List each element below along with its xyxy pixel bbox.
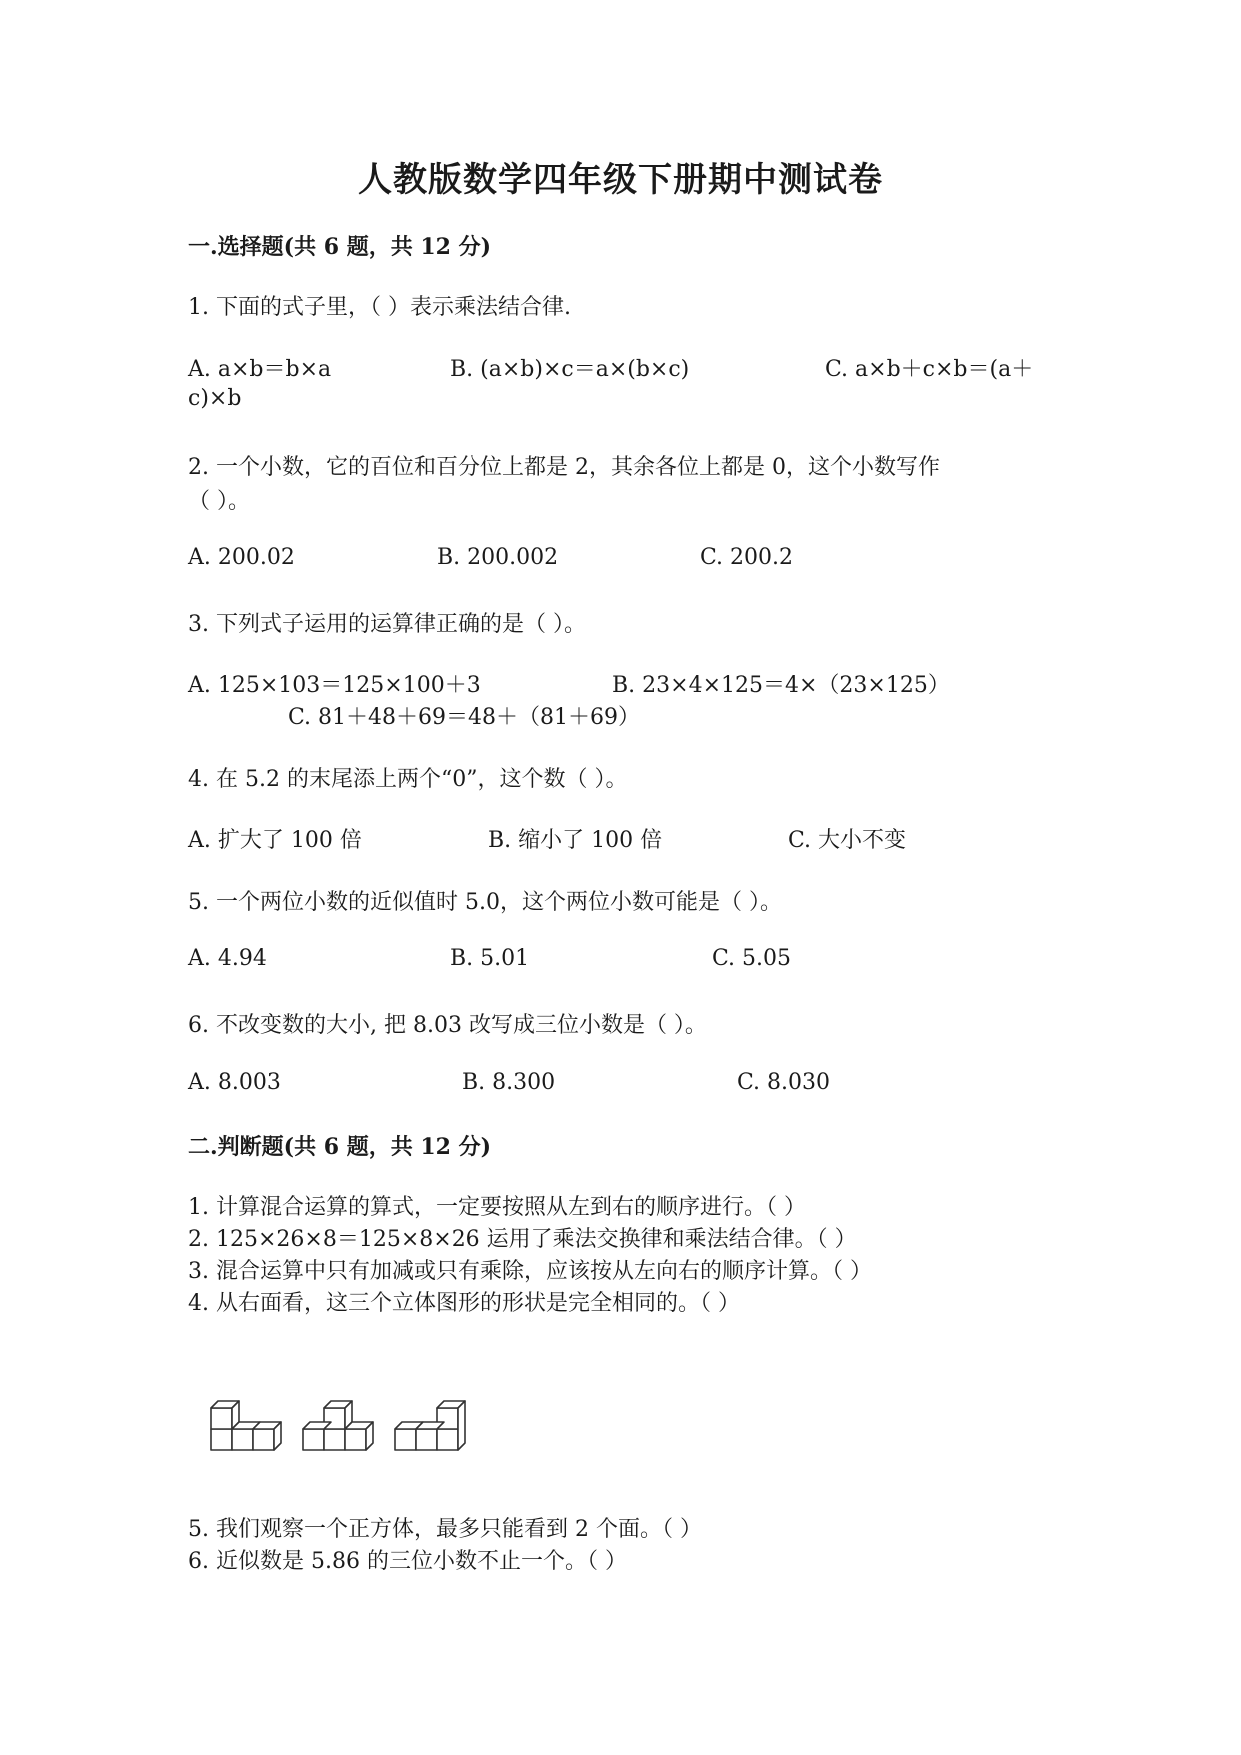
judgment-item-2: 2. 125×26×8＝125×8×26 运用了乘法交换律和乘法结合律。（ ） bbox=[188, 1227, 857, 1252]
section-heading-choice: 一.选择题(共 6 题，共 12 分) bbox=[188, 234, 492, 260]
question-4-stem: 4. 在 5.2 的末尾添上两个“0”，这个数（ ）。 bbox=[188, 767, 628, 792]
question-2-option-c: C. 200.2 bbox=[700, 545, 794, 570]
question-2-stem: 2. 一个小数，它的百位和百分位上都是 2，其余各位上都是 0，这个小数写作 bbox=[188, 455, 940, 480]
question-3-option-c: C. 81＋48＋69＝48＋（81＋69） bbox=[288, 705, 641, 730]
question-6-stem: 6. 不改变数的大小, 把 8.03 改写成三位小数是（ ）。 bbox=[188, 1013, 707, 1038]
cube-figure-3 bbox=[395, 1401, 465, 1450]
judgment-item-4: 4. 从右面看，这三个立体图形的形状是完全相同的。（ ） bbox=[188, 1291, 740, 1316]
question-5-option-c: C. 5.05 bbox=[712, 946, 792, 971]
question-3-option-a: A. 125×103＝125×100＋3 bbox=[188, 673, 481, 698]
question-1-option-a: A. a×b＝b×a bbox=[188, 357, 332, 382]
question-1-stem: 1. 下面的式子里，（ ）表示乘法结合律. bbox=[188, 295, 571, 320]
question-4-option-b: B. 缩小了 100 倍 bbox=[488, 828, 663, 853]
question-1-option-c: C. a×b＋c×b＝(a＋ bbox=[825, 357, 1034, 382]
question-3-option-b: B. 23×4×125＝4×（23×125） bbox=[612, 673, 950, 698]
question-5-option-a: A. 4.94 bbox=[188, 946, 267, 971]
judgment-item-3: 3. 混合运算中只有加减或只有乘除，应该按从左向右的顺序计算。（ ） bbox=[188, 1259, 872, 1284]
question-5-option-b: B. 5.01 bbox=[450, 946, 530, 971]
question-6-option-b: B. 8.300 bbox=[462, 1070, 556, 1095]
judgment-item-5: 5. 我们观察一个正方体，最多只能看到 2 个面。（ ） bbox=[188, 1517, 702, 1542]
section-heading-judgment: 二.判断题(共 6 题，共 12 分) bbox=[188, 1134, 492, 1160]
question-4-option-a: A. 扩大了 100 倍 bbox=[188, 828, 362, 853]
judgment-item-6: 6. 近似数是 5.86 的三位小数不止一个。（ ） bbox=[188, 1549, 627, 1574]
page-title: 人教版数学四年级下册期中测试卷 bbox=[358, 160, 883, 200]
question-2-option-a: A. 200.02 bbox=[188, 545, 295, 570]
question-4-option-c: C. 大小不变 bbox=[788, 828, 907, 853]
question-2-stem-cont: （ ）。 bbox=[188, 489, 250, 514]
question-1-option-c-cont: c)×b bbox=[188, 386, 242, 411]
question-2-option-b: B. 200.002 bbox=[437, 545, 559, 570]
question-5-stem: 5. 一个两位小数的近似值时 5.0，这个两位小数可能是（ ）。 bbox=[188, 890, 782, 915]
question-1-option-b: B. (a×b)×c＝a×(b×c) bbox=[450, 357, 690, 382]
question-6-option-c: C. 8.030 bbox=[737, 1070, 831, 1095]
cube-figures bbox=[205, 1377, 475, 1457]
cube-figure-1 bbox=[211, 1401, 281, 1450]
question-6-option-a: A. 8.003 bbox=[188, 1070, 281, 1095]
cube-figure-2 bbox=[303, 1401, 373, 1450]
question-3-stem: 3. 下列式子运用的运算律正确的是（ ）。 bbox=[188, 612, 586, 637]
judgment-item-1: 1. 计算混合运算的算式，一定要按照从左到右的顺序进行。（ ） bbox=[188, 1195, 806, 1220]
